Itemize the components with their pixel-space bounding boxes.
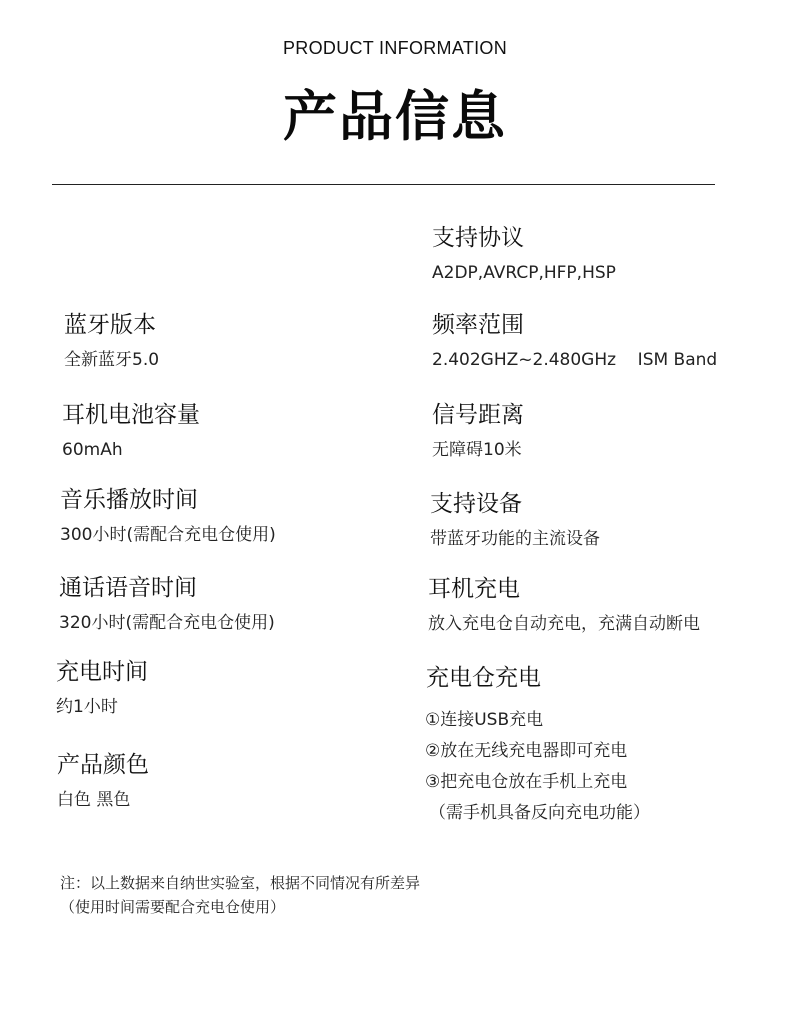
footnote [60,871,420,919]
spec-talk-time [59,575,275,633]
spec-product-color [57,752,149,810]
spec-value: 300小时(需配合充电仓使用) [60,524,276,545]
spec-value: 320小时(需配合充电仓使用) [59,612,275,633]
spec-value: 带蓝牙功能的主流设备 [430,528,600,549]
spec-value: 60mAh [62,439,123,460]
spec-battery-capacity [62,402,200,460]
spec-value: 全新蓝牙5.0 [64,349,160,370]
header-subtitle: PRODUCT INFORMATION [282,38,508,58]
footnote-line-2: （使用时间需要配合充电仓使用） [60,898,286,916]
spec-frequency-range [432,312,717,370]
spec-label: 支持协议 [432,225,524,251]
spec-label: 频率范围 [432,312,524,338]
spec-label: 信号距离 [432,402,524,428]
header-divider [52,184,715,185]
spec-value: 放入充电仓自动充电，充满自动断电 [428,613,700,634]
spec-label: 产品颜色 [57,752,149,778]
step-phone-reverse-note: （需手机具备反向充电功能） [429,803,650,823]
spec-value: 2.402GHZ~2.480GHz ISM Band [432,349,718,370]
step-phone-reverse: ③把充电仓放在手机上充电 [425,772,628,792]
spec-value: 无障碍10米 [432,439,522,460]
case-charging-steps [425,705,650,829]
page-title: 产品信息 [283,85,507,148]
spec-supported-protocols [432,225,616,283]
step-usb: ①连接USB充电 [425,710,544,730]
spec-label: 通话语音时间 [59,575,197,601]
spec-value: 约1小时 [56,696,118,717]
spec-music-playtime [60,487,276,545]
spec-label: 充电时间 [56,659,148,685]
spec-signal-range [432,402,524,460]
spec-value: A2DP,AVRCP,HFP,HSP [432,262,616,283]
spec-supported-devices [430,491,600,549]
spec-bluetooth-version [64,312,159,370]
spec-charging-time [56,659,148,717]
spec-label: 音乐播放时间 [60,487,198,513]
spec-label: 支持设备 [430,491,522,517]
step-wireless-charger: ②放在无线充电器即可充电 [425,741,628,761]
spec-label: 耳机充电 [428,576,520,602]
spec-label: 充电仓充电 [426,665,541,691]
spec-case-charging [426,665,541,693]
spec-earphone-charging [428,576,700,634]
spec-label: 蓝牙版本 [64,312,156,338]
spec-label: 耳机电池容量 [62,402,200,428]
footnote-line-1: 注：以上数据来自纳世实验室，根据不同情况有所差异 [60,874,421,892]
spec-value: 白色 黑色 [57,789,131,810]
